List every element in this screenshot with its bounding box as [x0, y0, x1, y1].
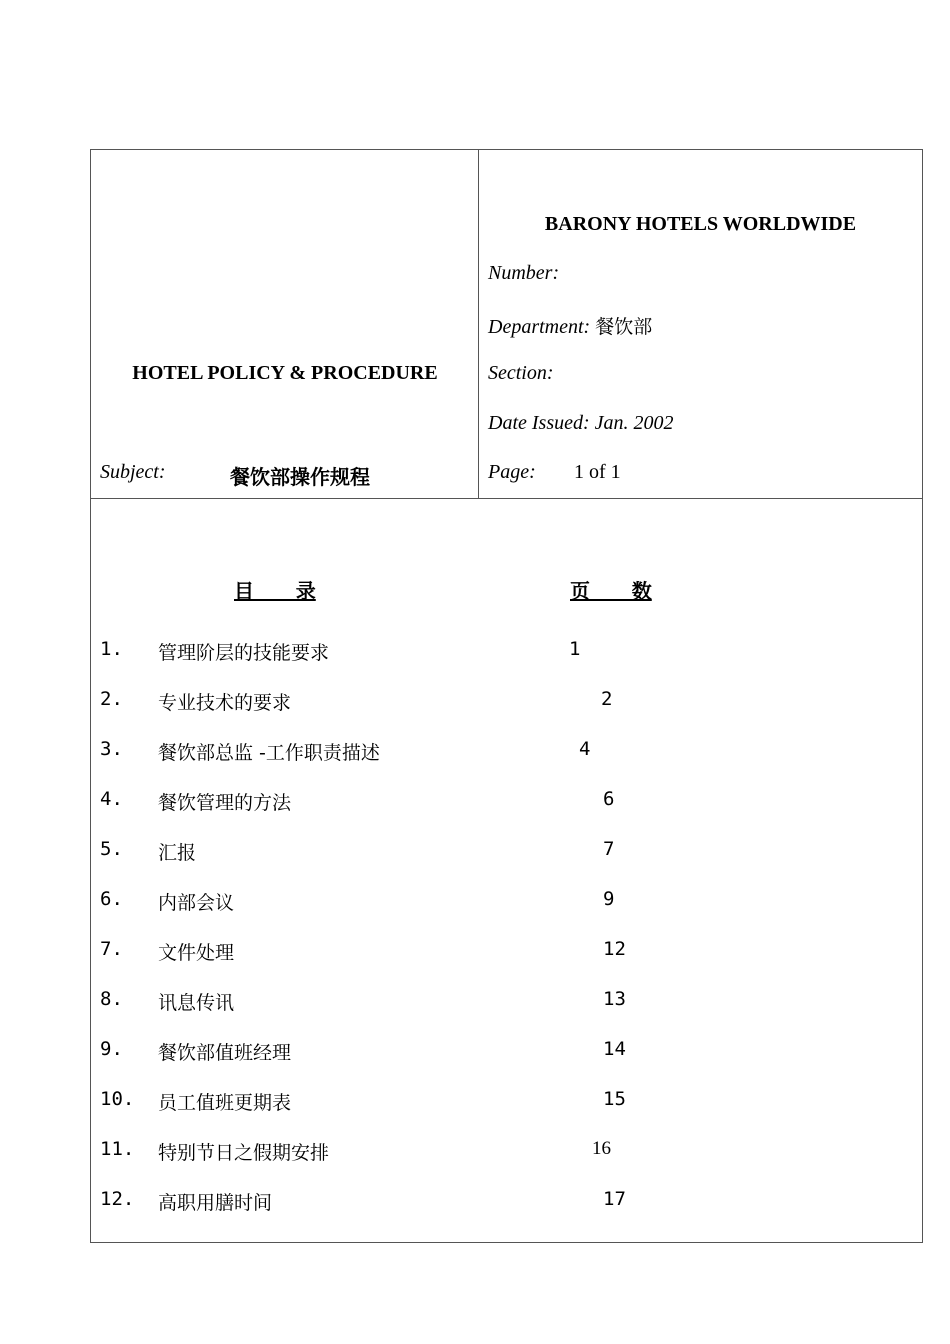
toc-item: [100, 688, 800, 718]
toc-item: [100, 1088, 800, 1118]
toc-item-page: 7: [603, 838, 615, 860]
toc-item: [100, 888, 800, 918]
toc-item-label: 内部会议: [158, 892, 235, 914]
toc-item-page: 1: [569, 638, 581, 660]
toc-item: [100, 788, 800, 818]
toc-item-page: 6: [603, 788, 615, 810]
toc-item-page: 16: [592, 1138, 611, 1159]
toc-item: [100, 938, 800, 968]
section-label: Section:: [488, 362, 554, 384]
toc-item-label: 管理阶层的技能要求: [158, 642, 330, 664]
toc-item-number: 1.: [100, 638, 123, 660]
toc-heading-pages: 页 数: [570, 579, 652, 603]
date-issued-line: [488, 412, 674, 435]
header-left-cell: [91, 150, 479, 498]
toc-item-page: 4: [579, 738, 591, 760]
toc-item: [100, 1188, 800, 1218]
toc-item-page: 17: [603, 1188, 626, 1210]
toc-item-label: 汇报: [158, 842, 197, 864]
subject-label: Subject:: [100, 461, 166, 483]
department-value: 餐饮部: [595, 316, 653, 338]
toc-item-label: 员工值班更期表: [158, 1092, 292, 1114]
toc-item-label: 高职用膳时间: [158, 1192, 273, 1214]
page-line: [488, 461, 788, 484]
toc-item-label: 讯息传讯: [158, 992, 235, 1014]
company-name: BARONY HOTELS WORLDWIDE: [544, 213, 857, 235]
document-header: [91, 150, 922, 499]
subject-value: 餐饮部操作规程: [230, 465, 370, 489]
toc-item-number: 8.: [100, 988, 123, 1010]
toc-item: [100, 638, 800, 668]
toc-item: [100, 1138, 800, 1168]
toc-item-number: 6.: [100, 888, 123, 910]
section-line: [488, 362, 554, 385]
page-label: Page:: [488, 461, 536, 483]
subject-line: [100, 461, 370, 489]
toc-item-number: 4.: [100, 788, 123, 810]
date-issued-label: Date Issued:: [488, 412, 590, 434]
toc-item-label: 餐饮部值班经理: [158, 1042, 292, 1064]
toc-item: [100, 1038, 800, 1068]
toc-item: [100, 988, 800, 1018]
toc-heading-contents: 目 录: [234, 579, 316, 603]
policy-document-frame: [90, 149, 923, 1243]
toc-item-number: 5.: [100, 838, 123, 860]
toc-item-page: 2: [601, 688, 613, 710]
toc-item-number: 9.: [100, 1038, 123, 1060]
toc-item-number: 11.: [100, 1138, 135, 1160]
number-line: [488, 262, 559, 285]
date-issued-value: Jan. 2002: [594, 412, 674, 434]
page-value: 1 of 1: [574, 461, 621, 483]
toc-item-page: 15: [603, 1088, 626, 1110]
toc-item: [100, 738, 800, 768]
toc-item-label: 专业技术的要求: [158, 692, 292, 714]
toc-item-number: 2.: [100, 688, 123, 710]
toc-item: [100, 838, 800, 868]
toc-item-number: 3.: [100, 738, 123, 760]
number-label: Number:: [488, 262, 560, 284]
toc-item-page: 12: [603, 938, 626, 960]
toc-item-number: 7.: [100, 938, 123, 960]
toc-item-label: 餐饮部总监 -工作职责描述: [158, 742, 380, 764]
toc-item-page: 9: [603, 888, 615, 910]
department-line: [488, 312, 652, 339]
toc-item-label: 餐饮管理的方法: [158, 792, 292, 814]
toc-item-label: 特别节日之假期安排: [158, 1142, 330, 1164]
toc-item-number: 12.: [100, 1188, 135, 1210]
toc-item-number: 10.: [100, 1088, 135, 1110]
header-right-cell: [479, 150, 922, 498]
toc-item-page: 13: [603, 988, 626, 1010]
department-label: Department:: [488, 316, 591, 338]
toc-item-label: 文件处理: [158, 942, 235, 964]
toc-item-page: 14: [603, 1038, 626, 1060]
policy-title: HOTEL POLICY & PROCEDURE: [132, 362, 438, 384]
